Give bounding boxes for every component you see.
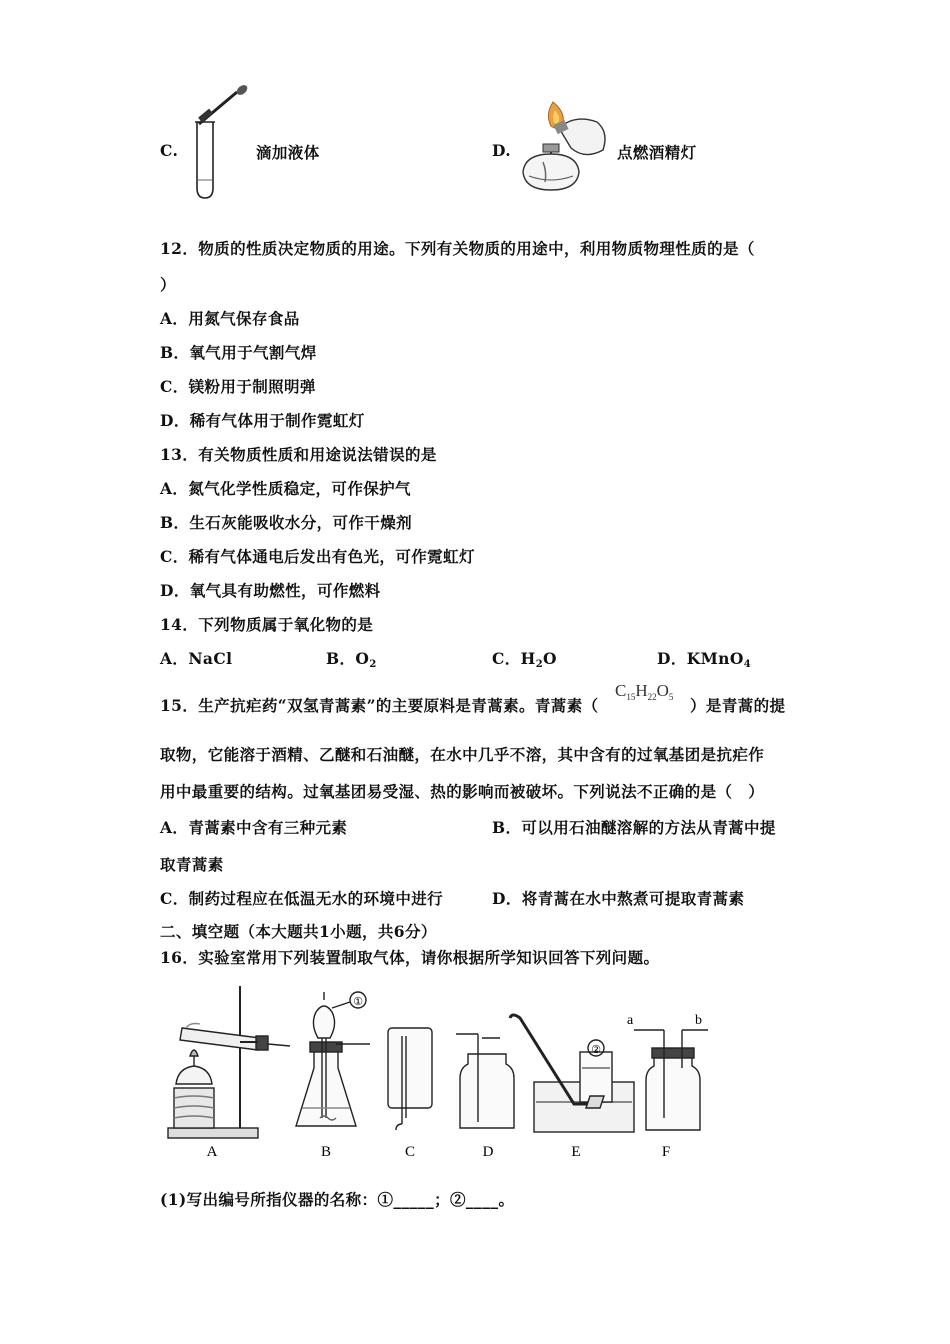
q15-option-a: A．青蒿素中含有三种元素: [160, 818, 348, 837]
apparatus-c: [388, 1028, 432, 1130]
option-d-text: 点燃酒精灯: [617, 143, 697, 162]
label-e: E: [571, 1144, 581, 1160]
q15-option-b: B．可以用石油醚溶解的方法从青蒿中提: [492, 818, 776, 837]
q12-option-a: A．用氮气保存食品: [160, 309, 300, 328]
marker-1: ①: [353, 995, 363, 1008]
q13-option-b: B．生石灰能吸收水分，可作干燥剂: [160, 513, 413, 532]
port-b-label: b: [695, 1013, 702, 1028]
q12-stem-close: ）: [160, 275, 176, 294]
section-heading: 二、填空题（本大题共1小题，共6分）: [160, 922, 437, 941]
label-b: B: [320, 1144, 332, 1160]
label-c: C: [404, 1144, 416, 1160]
option-c-text: 滴加液体: [256, 143, 320, 162]
option-c-letter: C.: [160, 141, 179, 160]
q12-stem: 12．物质的性质决定物质的用途。下列有关物质的用途中，利用物质物理性质的是（: [160, 239, 755, 258]
option-d-letter: D.: [492, 141, 512, 160]
label-a: A: [206, 1144, 218, 1160]
apparatus-f: [634, 1030, 708, 1130]
q12-option-b: B．氧气用于气割气焊: [160, 343, 317, 362]
q13-option-c: C．稀有气体通电后发出有色光，可作霓虹灯: [160, 547, 475, 566]
q15-line3: 用中最重要的结构。过氧基团易受湿、热的影响而被破坏。下列说法不正确的是（ ）: [160, 782, 765, 801]
apparatus-a: [168, 986, 290, 1138]
q13-option-a: A．氮气化学性质稳定，可作保护气: [160, 479, 411, 498]
apparatus-b: [296, 992, 370, 1126]
artemisinin-formula: $C_{15}H_{22}O_5$: [615, 681, 674, 702]
q12-option-c: C．镁粉用于制照明弹: [160, 377, 316, 396]
apparatus-e: [510, 1015, 634, 1132]
q15-option-c: C．制药过程应在低温无水的环境中进行: [160, 889, 444, 908]
q14-option-d: D．KMnO$_4$: [657, 649, 752, 670]
label-f: F: [661, 1144, 671, 1160]
q15-option-b-cont: 取青蒿素: [160, 855, 224, 874]
gas-apparatus-figure: [160, 978, 730, 1168]
apparatus-d: [456, 1034, 514, 1128]
q15-stem-part1: 15．生产抗疟药“双氢青蒿素”的主要原料是青蒿素。青蒿素（: [160, 696, 599, 715]
q12-option-d: D．稀有气体用于制作霓虹灯: [160, 411, 365, 430]
label-d: D: [482, 1144, 494, 1160]
marker-2: ②: [591, 1043, 601, 1056]
q14-stem: 14．下列物质属于氧化物的是: [160, 615, 374, 634]
q14-option-c: C．$H_2O$: [492, 649, 557, 670]
q16-sub1: (1)写出编号所指仪器的名称：①_____；②____。: [160, 1190, 515, 1209]
q16-stem: 16．实验室常用下列装置制取气体，请你根据所学知识回答下列问题。: [160, 948, 660, 967]
q15-option-d: D．将青蒿在水中熬煮可提取青蒿素: [492, 889, 745, 908]
q15-stem-part2: ）是青蒿的提: [690, 696, 786, 715]
q14-option-b: B．$O_2$: [326, 649, 377, 670]
alcohol-lamp-figure: [515, 92, 615, 197]
port-a-label: a: [627, 1013, 634, 1028]
dropper-tube-figure: [185, 84, 255, 202]
q15-line2: 取物，它能溶于酒精、乙醚和石油醚，在水中几乎不溶，其中含有的过氧基团是抗疟作: [160, 745, 765, 764]
q13-option-d: D．氧气具有助燃性，可作燃料: [160, 581, 381, 600]
q14-option-a: A．NaCl: [160, 649, 233, 668]
q13-stem: 13．有关物质性质和用途说法错误的是: [160, 445, 437, 464]
